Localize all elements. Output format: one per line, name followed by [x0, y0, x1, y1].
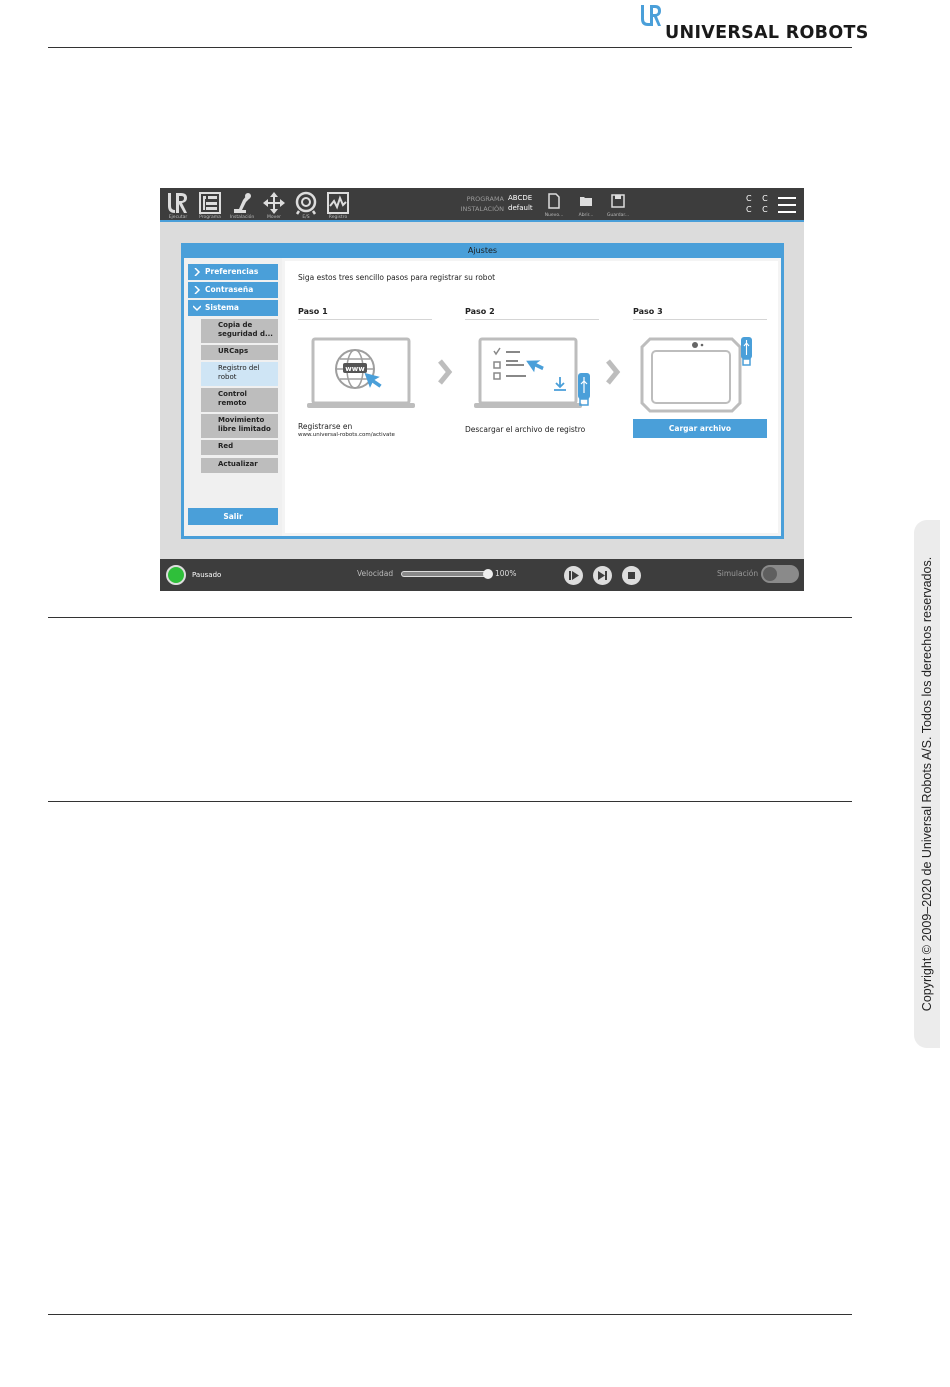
sidebar-subitem-limited-freedrive[interactable] — [201, 414, 278, 438]
file-button-label: Guardar... — [606, 213, 630, 218]
robot-arm-icon — [230, 191, 254, 215]
save-file-button[interactable] — [607, 193, 629, 221]
subitem-label-line: libre limitado — [218, 425, 271, 433]
copyright-text: Copyright © 2009–2020 de Universal Robots A/S. Todos los derechos reservados. — [920, 556, 934, 1012]
new-file-icon — [547, 193, 561, 209]
nav-label: Registro — [328, 215, 348, 220]
nav-label: Programa — [199, 215, 221, 220]
top-toolbar — [160, 188, 804, 222]
sidebar-subitem-urcaps[interactable] — [201, 345, 278, 360]
subitem-label-line: remoto — [218, 399, 247, 407]
sidebar-item-label: Preferencias — [205, 267, 259, 276]
intro-text: Siga estos tres sencillo pasos para registrar su robot — [298, 273, 496, 282]
upload-file-button[interactable]: Cargar archivo — [633, 419, 767, 438]
laptop-download-icon — [474, 337, 594, 413]
chevron-down-icon — [193, 304, 201, 312]
io-icon — [294, 191, 318, 215]
header-rule — [48, 47, 852, 48]
subitem-label-line: Control — [218, 390, 247, 398]
footer-rule — [48, 1314, 852, 1315]
program-icon — [198, 191, 222, 215]
settings-dialog — [181, 243, 784, 539]
globe-label: www — [345, 365, 365, 373]
subitem-label-line: Movimiento — [218, 416, 265, 424]
laptop-globe-icon — [307, 337, 415, 411]
step-forward-icon — [593, 566, 612, 585]
exit-button[interactable]: Salir — [188, 508, 278, 525]
file-button-label: Nuevo... — [544, 213, 564, 218]
sidebar-item-label: Sistema — [205, 303, 239, 312]
step-2-text: Descargar el archivo de registro — [465, 425, 586, 434]
sidebar-subitem-remote-control[interactable] — [201, 388, 278, 412]
chevron-right-icon — [193, 268, 201, 276]
subitem-label-line: Registro del — [218, 364, 260, 372]
nav-log[interactable] — [323, 191, 353, 221]
ur-logo-icon — [640, 4, 662, 28]
hamburger-menu-icon[interactable] — [778, 197, 796, 213]
universal-robots-logo — [640, 4, 869, 44]
subitem-label-line: URCaps — [218, 347, 249, 355]
step-2-title: Paso 2 — [465, 307, 599, 320]
simulation-toggle[interactable] — [761, 565, 799, 583]
brand-name: UNIVERSAL ROBOTS — [665, 23, 869, 43]
copyright-tab — [914, 520, 940, 1048]
subitem-label-line: seguridad d... — [218, 330, 273, 338]
subitem-label-line: Red — [218, 442, 234, 450]
program-key: PROGRAMA — [466, 195, 504, 203]
subitem-label-line: robot — [218, 373, 237, 381]
subitem-label-line: Copia de — [218, 321, 253, 329]
move-arrows-icon — [262, 191, 286, 215]
nav-label: Instalación — [229, 215, 255, 220]
chevron-right-icon — [437, 359, 453, 385]
dialog-body — [184, 258, 781, 536]
step-1-url[interactable]: www.universal-robots.com/activate — [298, 432, 395, 438]
robot-status: Pausado — [192, 571, 222, 579]
step-1-text: Registrarse en — [298, 422, 353, 431]
sidebar-item-password[interactable] — [188, 282, 278, 298]
sidebar-subitem-update[interactable] — [201, 458, 278, 473]
toolbar-accent — [160, 220, 804, 222]
speed-label: Velocidad — [357, 569, 394, 578]
sidebar-subitem-network[interactable] — [201, 440, 278, 455]
play-button[interactable] — [564, 566, 583, 585]
toggle-knob — [763, 567, 777, 581]
step-button[interactable] — [593, 566, 612, 585]
step-1-title: Paso 1 — [298, 307, 432, 320]
status-indicator-icon — [166, 565, 186, 585]
dialog-title: Ajustes — [467, 246, 498, 255]
chevron-right-icon — [605, 359, 621, 385]
section-rule — [48, 617, 852, 618]
sidebar-item-preferences[interactable] — [188, 264, 278, 280]
file-button-label: Abrir... — [578, 213, 594, 218]
installation-key: INSTALACIÓN — [460, 205, 504, 213]
save-icon — [611, 193, 625, 209]
bottom-status-bar — [160, 559, 804, 591]
stop-button[interactable] — [622, 566, 641, 585]
nav-label: E/S — [302, 215, 310, 220]
speed-value: 100% — [495, 569, 517, 578]
speed-slider-fill — [402, 572, 488, 576]
robot-registration-screenshot — [160, 188, 804, 591]
sidebar-item-label: Contraseña — [205, 285, 254, 294]
speed-slider[interactable] — [401, 571, 489, 577]
control-indicator-top: C C — [746, 194, 772, 203]
folder-icon — [579, 193, 593, 209]
settings-sidebar — [184, 258, 282, 536]
installation-value: default — [508, 204, 533, 212]
subitem-label-line: Actualizar — [218, 460, 258, 468]
open-file-button[interactable] — [575, 193, 597, 221]
simulation-label: Simulación — [717, 569, 759, 578]
teach-pendant-usb-icon — [640, 335, 756, 415]
ur-run-icon — [166, 191, 190, 215]
section-rule — [48, 801, 852, 802]
program-value: ABCDE — [508, 194, 533, 202]
sidebar-subitem-robot-registration[interactable] — [201, 362, 278, 386]
nav-label: Ejecutar — [168, 215, 188, 220]
speed-slider-handle[interactable] — [483, 569, 493, 579]
control-indicator-bottom: C C — [746, 205, 772, 214]
chevron-right-icon — [193, 286, 201, 294]
nav-label: Mover — [267, 215, 281, 220]
sidebar-subitem-backup[interactable] — [201, 319, 278, 343]
stop-icon — [622, 566, 641, 585]
sidebar-item-system[interactable] — [188, 300, 278, 316]
log-chart-icon — [326, 191, 350, 215]
step-3-title: Paso 3 — [633, 307, 767, 320]
new-file-button[interactable] — [543, 193, 565, 221]
registration-content — [285, 261, 778, 533]
play-icon — [564, 566, 583, 585]
